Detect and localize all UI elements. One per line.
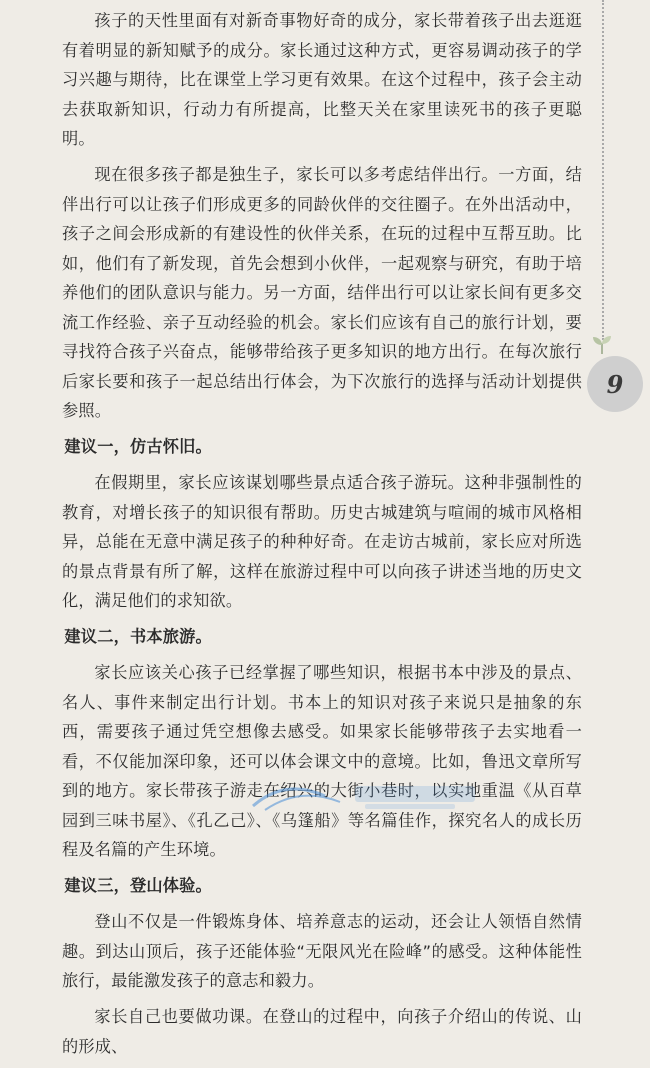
body-text	[62, 6, 582, 1068]
heading-suggestion-1: 建议一，仿古怀旧。	[64, 437, 212, 456]
paragraph-4: 家长应该关心孩子已经掌握了哪些知识，根据书本中涉及的景点、名人、事件来制定出行计划。书本上的知识对孩子来说只是抽象的东西，需要孩子通过凭空想像去感受。如果家长能够带孩子去实地看一看，不仅能加深印象，还可以体会课文中的意境。比如，鲁迅文章所写到的地方。家长带孩子游走在绍兴的大街小巷时，以实地重温《从百草园到三味书屋》、《孔乙己》、《乌篷船》等名篇佳作，探究名人的成长历程及名篇的产生环境。	[62, 663, 582, 859]
page-number-badge	[587, 356, 643, 412]
heading-suggestion-2: 建议二，书本旅游。	[64, 627, 212, 646]
paragraph-1: 孩子的天性里面有对新奇事物好奇的成分，家长带着孩子出去逛逛有着明显的新知赋予的成分。家长通过这种方式，更容易调动孩子的学习兴趣与期待，比在课堂上学习更有效果。在这个过程中，孩子会主动去获取新知识，行动力有所提高，比整天关在家里读死书的孩子更聪明。	[62, 11, 582, 148]
side-dotted-line	[602, 0, 604, 340]
paragraph-6: 家长自己也要做功课。在登山的过程中，向孩子介绍山的传说、山的形成、	[62, 1007, 582, 1056]
sprout-icon	[590, 334, 614, 354]
heading-suggestion-3: 建议三，登山体验。	[64, 876, 212, 895]
paragraph-5: 登山不仅是一件锻炼身体、培养意志的运动，还会让人领悟自然情趣。到达山顶后，孩子还能体验“无限风光在险峰”的感受。这种体能性旅行，最能激发孩子的意志和毅力。	[62, 912, 582, 990]
paragraph-2: 现在很多孩子都是独生子，家长可以多考虑结伴出行。一方面，结伴出行可以让孩子们形成更多的同龄伙伴的交往圈子。在外出活动中，孩子之间会形成新的有建设性的伙伴关系，在玩的过程中互帮互助。比如，他们有了新发现，首先会想到小伙伴，一起观察与研究，有助于培养他们的团队意识与能力。另一方面，结伴出行可以让家长间有更多交流工作经验、亲子互动经验的机会。家长们应该有自己的旅行计划，要寻找符合孩子兴奋点，能够带给孩子更多知识的地方出行。在每次旅行后家长要和孩子一起总结出行体会，为下次旅行的选择与活动计划提供参照。	[62, 165, 582, 420]
paragraph-3: 在假期里，家长应该谋划哪些景点适合孩子游玩。这种非强制性的教育，对增长孩子的知识很有帮助。历史古城建筑与喧闹的城市风格相异，总能在无意中满足孩子的种种好奇。在走访古城前，家长应对所选的景点背景有所了解，这样在旅游过程中可以向孩子讲述当地的历史文化，满足他们的求知欲。	[62, 473, 582, 610]
page-number: 9	[606, 369, 624, 399]
